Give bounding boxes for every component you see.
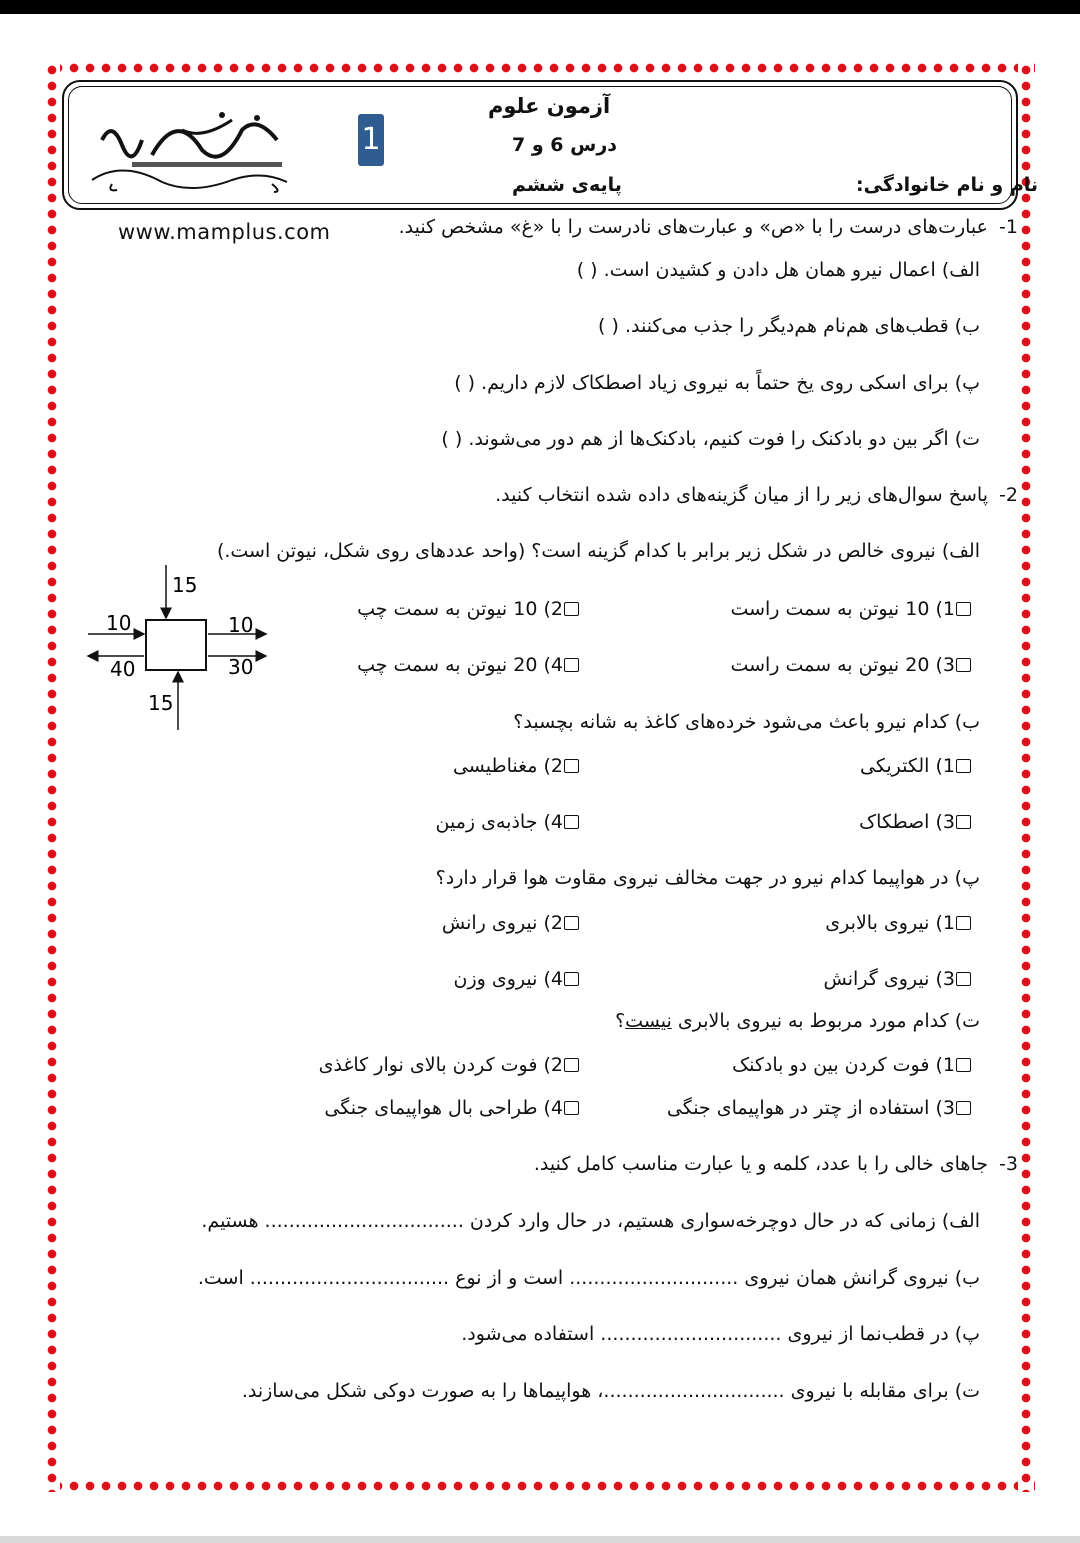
emphasis-word: نیست xyxy=(625,1010,672,1032)
checkbox-icon[interactable] xyxy=(956,972,971,986)
checkbox-icon[interactable] xyxy=(564,916,579,930)
q2c-option-4[interactable]: 4) نیروی وزن xyxy=(454,966,580,992)
grade-label: پایه‌ی ششم xyxy=(512,174,622,196)
q1-item-b: ب) قطب‌های هم‌نام هم‌دیگر را جذب می‌کنند. ( ) xyxy=(598,315,980,337)
q1-item-d: ت) اگر بین دو بادکنک را فوت کنیم، بادکنک‌ها از هم دور می‌شوند. ( ) xyxy=(441,428,980,450)
border-bottom xyxy=(50,1478,1035,1494)
checkbox-icon[interactable] xyxy=(564,602,579,616)
label-left-in: 10 xyxy=(106,611,132,635)
checkbox-icon[interactable] xyxy=(956,658,971,672)
checkbox-icon[interactable] xyxy=(564,1101,579,1115)
q3-item-d: ت) برای مقابله با نیروی ..............................، هواپیماها را به صورت دوکی شکل می‌سازند. xyxy=(241,1380,980,1402)
publisher-logo xyxy=(82,100,302,195)
border-right xyxy=(1018,62,1034,1492)
q2a-question: الف) نیروی خالص در شکل زیر برابر با کدام گزینه است؟ (واحد عددهای روی شکل، نیوتن است.) xyxy=(216,540,980,562)
border-top xyxy=(50,60,1035,76)
checkbox-icon[interactable] xyxy=(564,658,579,672)
lesson-label: درس 6 و 7 xyxy=(512,134,618,156)
q2b-option-2[interactable]: 2) مغناطیسی xyxy=(453,753,580,779)
q2-number: 2- xyxy=(999,484,1018,506)
q2a-option-2[interactable]: 2) 10 نیوتن به سمت چپ xyxy=(357,596,580,622)
q3-item-c: پ) در قطب‌نما از نیروی .............................. استفاده می‌شود. xyxy=(461,1323,980,1345)
bottom-edge-bar xyxy=(0,1536,1080,1543)
checkbox-icon[interactable] xyxy=(564,815,579,829)
force-diagram xyxy=(78,560,278,740)
q2-prompt: پاسخ سوال‌های زیر را از میان گزینه‌های داده شده انتخاب کنید. xyxy=(495,484,988,506)
box-object xyxy=(146,620,206,670)
exam-title: آزمون علوم xyxy=(488,94,611,118)
q3-item-b: ب) نیروی گرانش همان نیروی ............................ است و از نوع ................................. است. xyxy=(197,1267,980,1289)
q2d-option-1[interactable]: 1) فوت کردن بین دو بادکنک xyxy=(732,1052,972,1078)
label-left-out: 40 xyxy=(110,657,136,681)
q2c-option-3[interactable]: 3) نیروی گرانش xyxy=(824,966,972,992)
q3-prompt: جاهای خالی را با عدد، کلمه و یا عبارت مناسب کامل کنید. xyxy=(533,1153,988,1175)
q2b-option-1[interactable]: 1) الکتریکی xyxy=(860,753,972,779)
checkbox-icon[interactable] xyxy=(956,759,971,773)
q2c-option-1[interactable]: 1) نیروی بالابری xyxy=(825,910,972,936)
q2d-question: ت) کدام مورد مربوط به نیروی بالابری نیست؟ xyxy=(615,1010,980,1032)
label-bottom: 15 xyxy=(148,691,174,715)
checkbox-icon[interactable] xyxy=(564,972,579,986)
q2a-option-4[interactable]: 4) 20 نیوتن به سمت چپ xyxy=(357,652,580,678)
checkbox-icon[interactable] xyxy=(956,1058,971,1072)
checkbox-icon[interactable] xyxy=(956,916,971,930)
page-number-badge: 1 xyxy=(358,114,384,166)
q1-item-c: پ) برای اسکی روی یخ حتماً به نیروی زیاد اصطکاک لازم داریم. ( ) xyxy=(454,372,980,394)
q1-number: 1- xyxy=(999,216,1018,238)
checkbox-icon[interactable] xyxy=(956,1101,971,1115)
q1-prompt: عبارت‌های درست را با «ص» و عبارت‌های نادرست را با «غ» مشخص کنید. xyxy=(398,216,988,238)
q2b-question: ب) کدام نیرو باعث می‌شود خرده‌های کاغذ به شانه بچسبد؟ xyxy=(513,711,980,733)
checkbox-icon[interactable] xyxy=(956,815,971,829)
website-url: www.mamplus.com xyxy=(118,220,331,244)
q2d-option-3[interactable]: 3) استفاده از چتر در هواپیمای جنگی xyxy=(667,1095,972,1121)
label-right-top: 10 xyxy=(228,613,254,637)
q2a-option-3[interactable]: 3) 20 نیوتن به سمت راست xyxy=(730,652,972,678)
q2c-option-2[interactable]: 2) نیروی رانش xyxy=(442,910,580,936)
checkbox-icon[interactable] xyxy=(564,759,579,773)
q1-item-a: الف) اعمال نیرو همان هل دادن و کشیدن است. ( ) xyxy=(576,259,980,281)
q2d-option-4[interactable]: 4) طراحی بال هواپیمای جنگی xyxy=(324,1095,580,1121)
top-edge-bar xyxy=(0,0,1080,14)
student-name-label: نام و نام خانوادگی: xyxy=(856,174,1039,196)
q3-number: 3- xyxy=(999,1153,1018,1175)
label-top: 15 xyxy=(172,573,198,597)
q2b-option-4[interactable]: 4) جاذبه‌ی زمین xyxy=(436,809,580,835)
border-left xyxy=(44,62,60,1492)
checkbox-icon[interactable] xyxy=(564,1058,579,1072)
q3-item-a: الف) زمانی که در حال دوچرخه‌سواری هستیم، در حال وارد کردن ................................. هستیم. xyxy=(201,1210,980,1232)
q2d-option-2[interactable]: 2) فوت کردن بالای نوار کاغذی xyxy=(319,1052,580,1078)
q2b-option-3[interactable]: 3) اصطکاک xyxy=(859,809,972,835)
checkbox-icon[interactable] xyxy=(956,602,971,616)
q2c-question: پ) در هواپیما کدام نیرو در جهت مخالف نیروی مقاوت هوا قرار دارد؟ xyxy=(435,867,980,889)
q2a-option-1[interactable]: 1) 10 نیوتن به سمت راست xyxy=(730,596,972,622)
label-right-bottom: 30 xyxy=(228,655,254,679)
